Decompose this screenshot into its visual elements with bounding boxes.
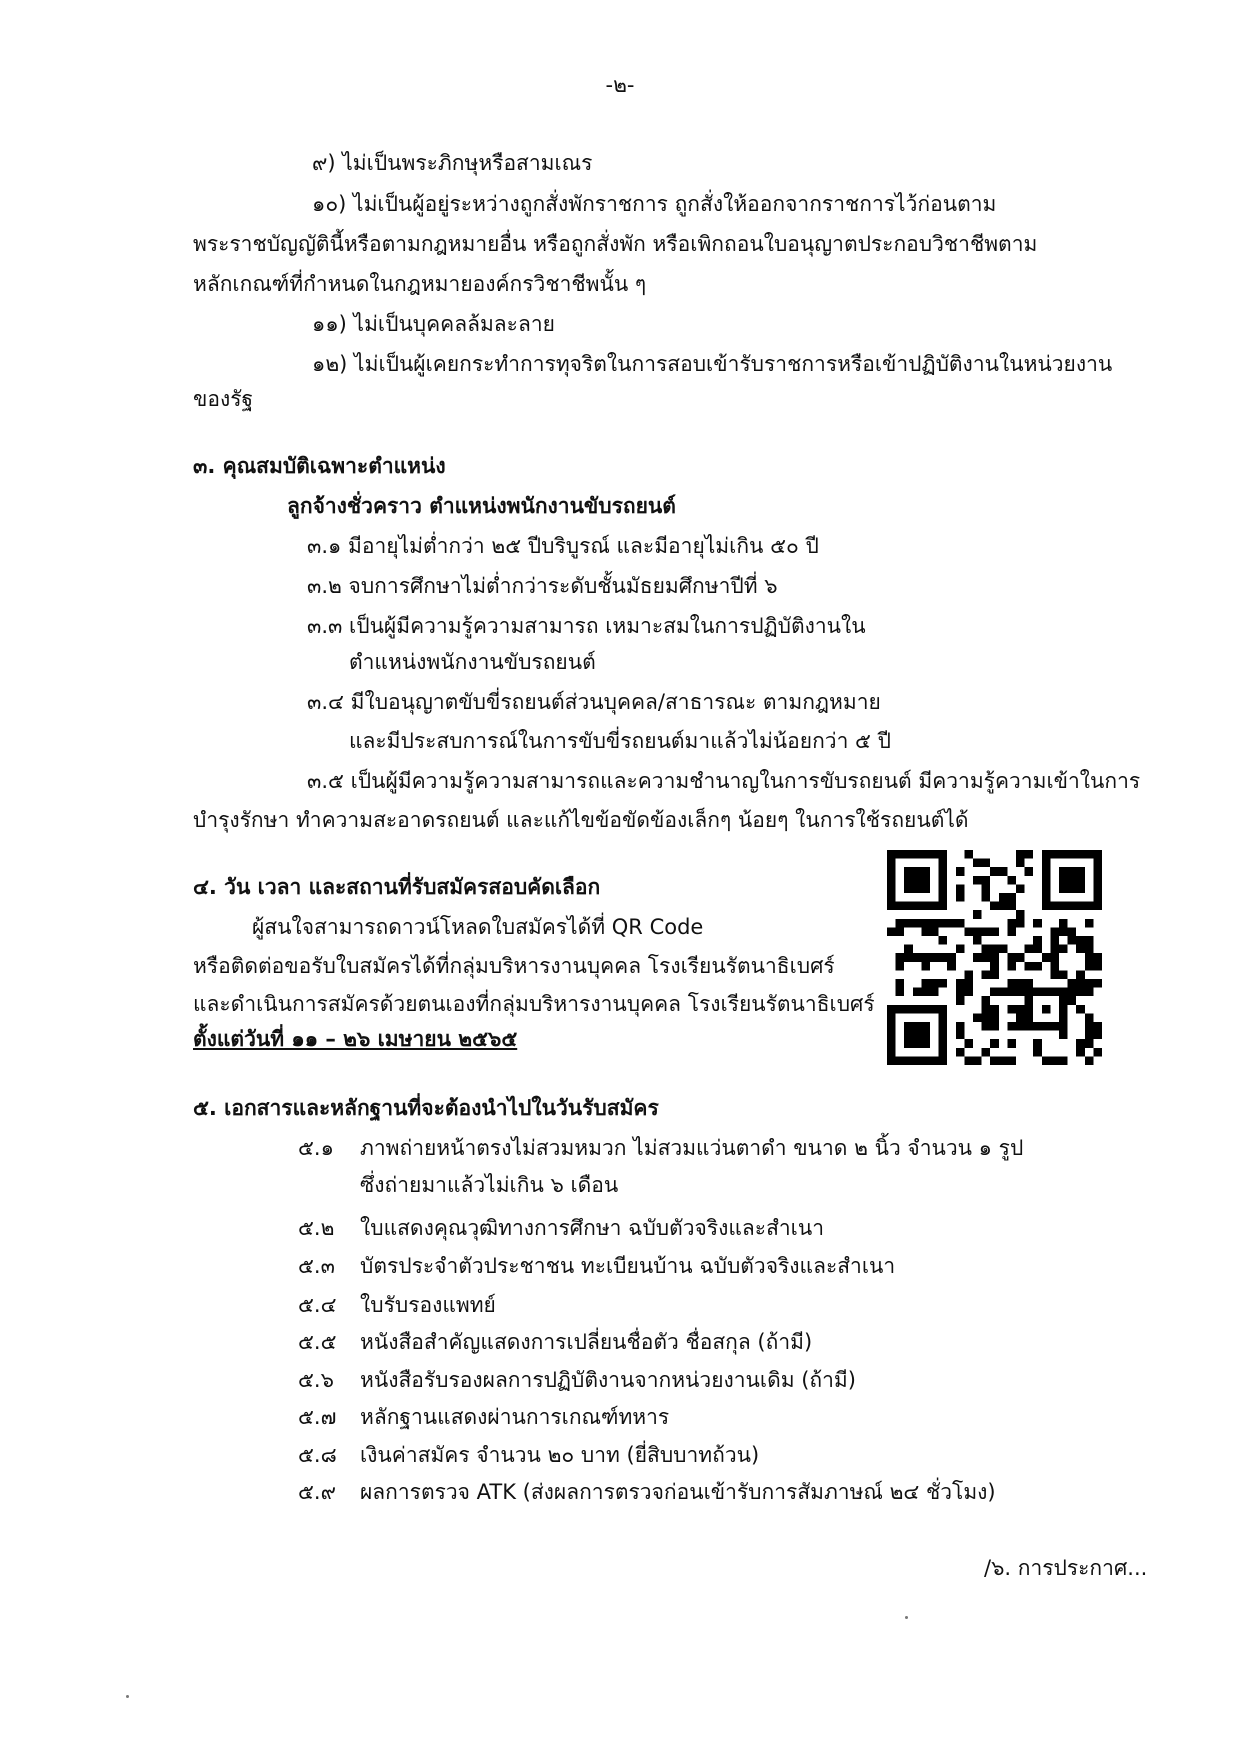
section-3-subheading: ลูกจ้างชั่วคราว ตำแหน่งพนักงานขับรถยนต์ [287,494,676,518]
document-item-number: ๕.๘ [298,1443,337,1467]
section-4-line-3: และดำเนินการสมัครด้วยตนเองที่กลุ่มบริหารงานบุคคล โรงเรียนรัตนาธิเบศร์ [193,992,875,1016]
document-item-text: ซึ่งถ่ายมาแล้วไม่เกิน ๖ เดือน [360,1173,619,1197]
qualification-item-10-line-2: พระราชบัญญัตินี้หรือตามกฎหมายอื่น หรือถูกสั่งพัก หรือเพิกถอนใบอนุญาตประกอบวิชาชีพตาม [193,232,1038,256]
document-item-text: ใบแสดงคุณวุฒิทางการศึกษา ฉบับตัวจริงและสำเนา [360,1216,824,1240]
document-item-number: ๕.๗ [298,1405,337,1429]
document-item-number: ๕.๓ [298,1254,335,1278]
document-item-text: เงินค่าสมัคร จำนวน ๒๐ บาท (ยี่สิบบาทถ้วน) [360,1443,760,1467]
document-item-text: ภาพถ่ายหน้าตรงไม่สวมหมวก ไม่สวมแว่นตาดำ ขนาด ๒ นิ้ว จำนวน ๑ รูป [360,1136,1024,1160]
qualification-item-11: ๑๑) ไม่เป็นบุคคลล้มละลาย [312,312,555,336]
application-date-range: ตั้งแต่วันที่ ๑๑ – ๒๖ เมษายน ๒๕๖๕ [193,1027,518,1051]
section-3-item-4-line-1: ๓.๔ มีใบอนุญาตขับขี่รถยนต์ส่วนบุคคล/สาธารณะ ตามกฎหมาย [307,690,881,714]
section-4-heading: ๔. วัน เวลา และสถานที่รับสมัครสอบคัดเลือก [193,875,601,899]
section-3-heading: ๓. คุณสมบัติเฉพาะตำแหน่ง [193,454,446,478]
qualification-item-10-line-3: หลักเกณฑ์ที่กำหนดในกฎหมายองค์กรวิชาชีพนั้น ๆ [193,272,647,296]
section-3-item-1: ๓.๑ มีอายุไม่ต่ำกว่า ๒๕ ปีบริบูรณ์ และมีอายุไม่เกิน ๕๐ ปี [307,534,819,558]
document-item-text: ใบรับรองแพทย์ [360,1293,496,1317]
qualification-item-12-line-2: ของรัฐ [193,387,254,411]
document-item-number: ๕.๑ [298,1136,334,1160]
section-3-item-5-line-1: ๓.๕ เป็นผู้มีความรู้ความสามารถและความชำนาญในการขับรถยนต์ มีความรู้ความเข้าในการ [307,769,1141,793]
document-item-number: ๕.๕ [298,1330,337,1354]
document-item-number: ๕.๒ [298,1216,335,1240]
section-3-item-3-line-1: ๓.๓ เป็นผู้มีความรู้ความสามารถ เหมาะสมในการปฏิบัติงานใน [307,614,866,638]
section-3-item-3-line-2: ตำแหน่งพนักงานขับรถยนต์ [349,650,596,674]
section-3-item-4-line-2: และมีประสบการณ์ในการขับขี่รถยนต์มาแล้วไม่น้อยกว่า ๕ ปี [349,729,891,753]
qualification-item-10-line-1: ๑๐) ไม่เป็นผู้อยู่ระหว่างถูกสั่งพักราชการ ถูกสั่งให้ออกจากราชการไว้ก่อนตาม [312,192,997,216]
qualification-item-12-line-1: ๑๒) ไม่เป็นผู้เคยกระทำการทุจริตในการสอบเข้ารับราชการหรือเข้าปฏิบัติงานในหน่วยงาน [312,352,1113,376]
document-item-text: หนังสือสำคัญแสดงการเปลี่ยนชื่อตัว ชื่อสกุล (ถ้ามี) [360,1330,813,1354]
document-item-number: ๕.๙ [298,1480,336,1504]
document-item-number: ๕.๖ [298,1368,334,1392]
qualification-item-9: ๙) ไม่เป็นพระภิกษุหรือสามเณร [312,151,593,175]
document-item-text: หลักฐานแสดงผ่านการเกณฑ์ทหาร [360,1405,670,1429]
continued-page-marker: /๖. การประกาศ... [984,1556,1148,1580]
scan-speck [905,1616,908,1619]
section-4-line-1: ผู้สนใจสามารถดาวน์โหลดใบสมัครได้ที่ QR Code [252,915,704,939]
section-3-item-5-line-2: บำรุงรักษา ทำความสะอาดรถยนต์ และแก้ไขข้อขัดข้องเล็กๆ น้อยๆ ในการใช้รถยนต์ได้ [193,808,969,832]
section-5-heading: ๕. เอกสารและหลักฐานที่จะต้องนำไปในวันรับสมัคร [193,1096,659,1120]
document-item-number: ๕.๔ [298,1293,337,1317]
document-item-text: บัตรประจำตัวประชาชน ทะเบียนบ้าน ฉบับตัวจริงและสำเนา [360,1254,896,1278]
document-item-text: ผลการตรวจ ATK (ส่งผลการตรวจก่อนเข้ารับการสัมภาษณ์ ๒๔ ชั่วโมง) [360,1480,996,1504]
qr-code-icon[interactable] [887,850,1102,1065]
section-3-item-2: ๓.๒ จบการศึกษาไม่ต่ำกว่าระดับชั้นมัธยมศึกษาปีที่ ๖ [307,574,778,598]
document-item-text: หนังสือรับรองผลการปฏิบัติงานจากหน่วยงานเดิม (ถ้ามี) [360,1368,856,1392]
page-number: -๒- [605,73,635,97]
section-4-line-2: หรือติดต่อขอรับใบสมัครได้ที่กลุ่มบริหารงานบุคคล โรงเรียนรัตนาธิเบศร์ [193,954,835,978]
scan-speck [126,1695,129,1698]
